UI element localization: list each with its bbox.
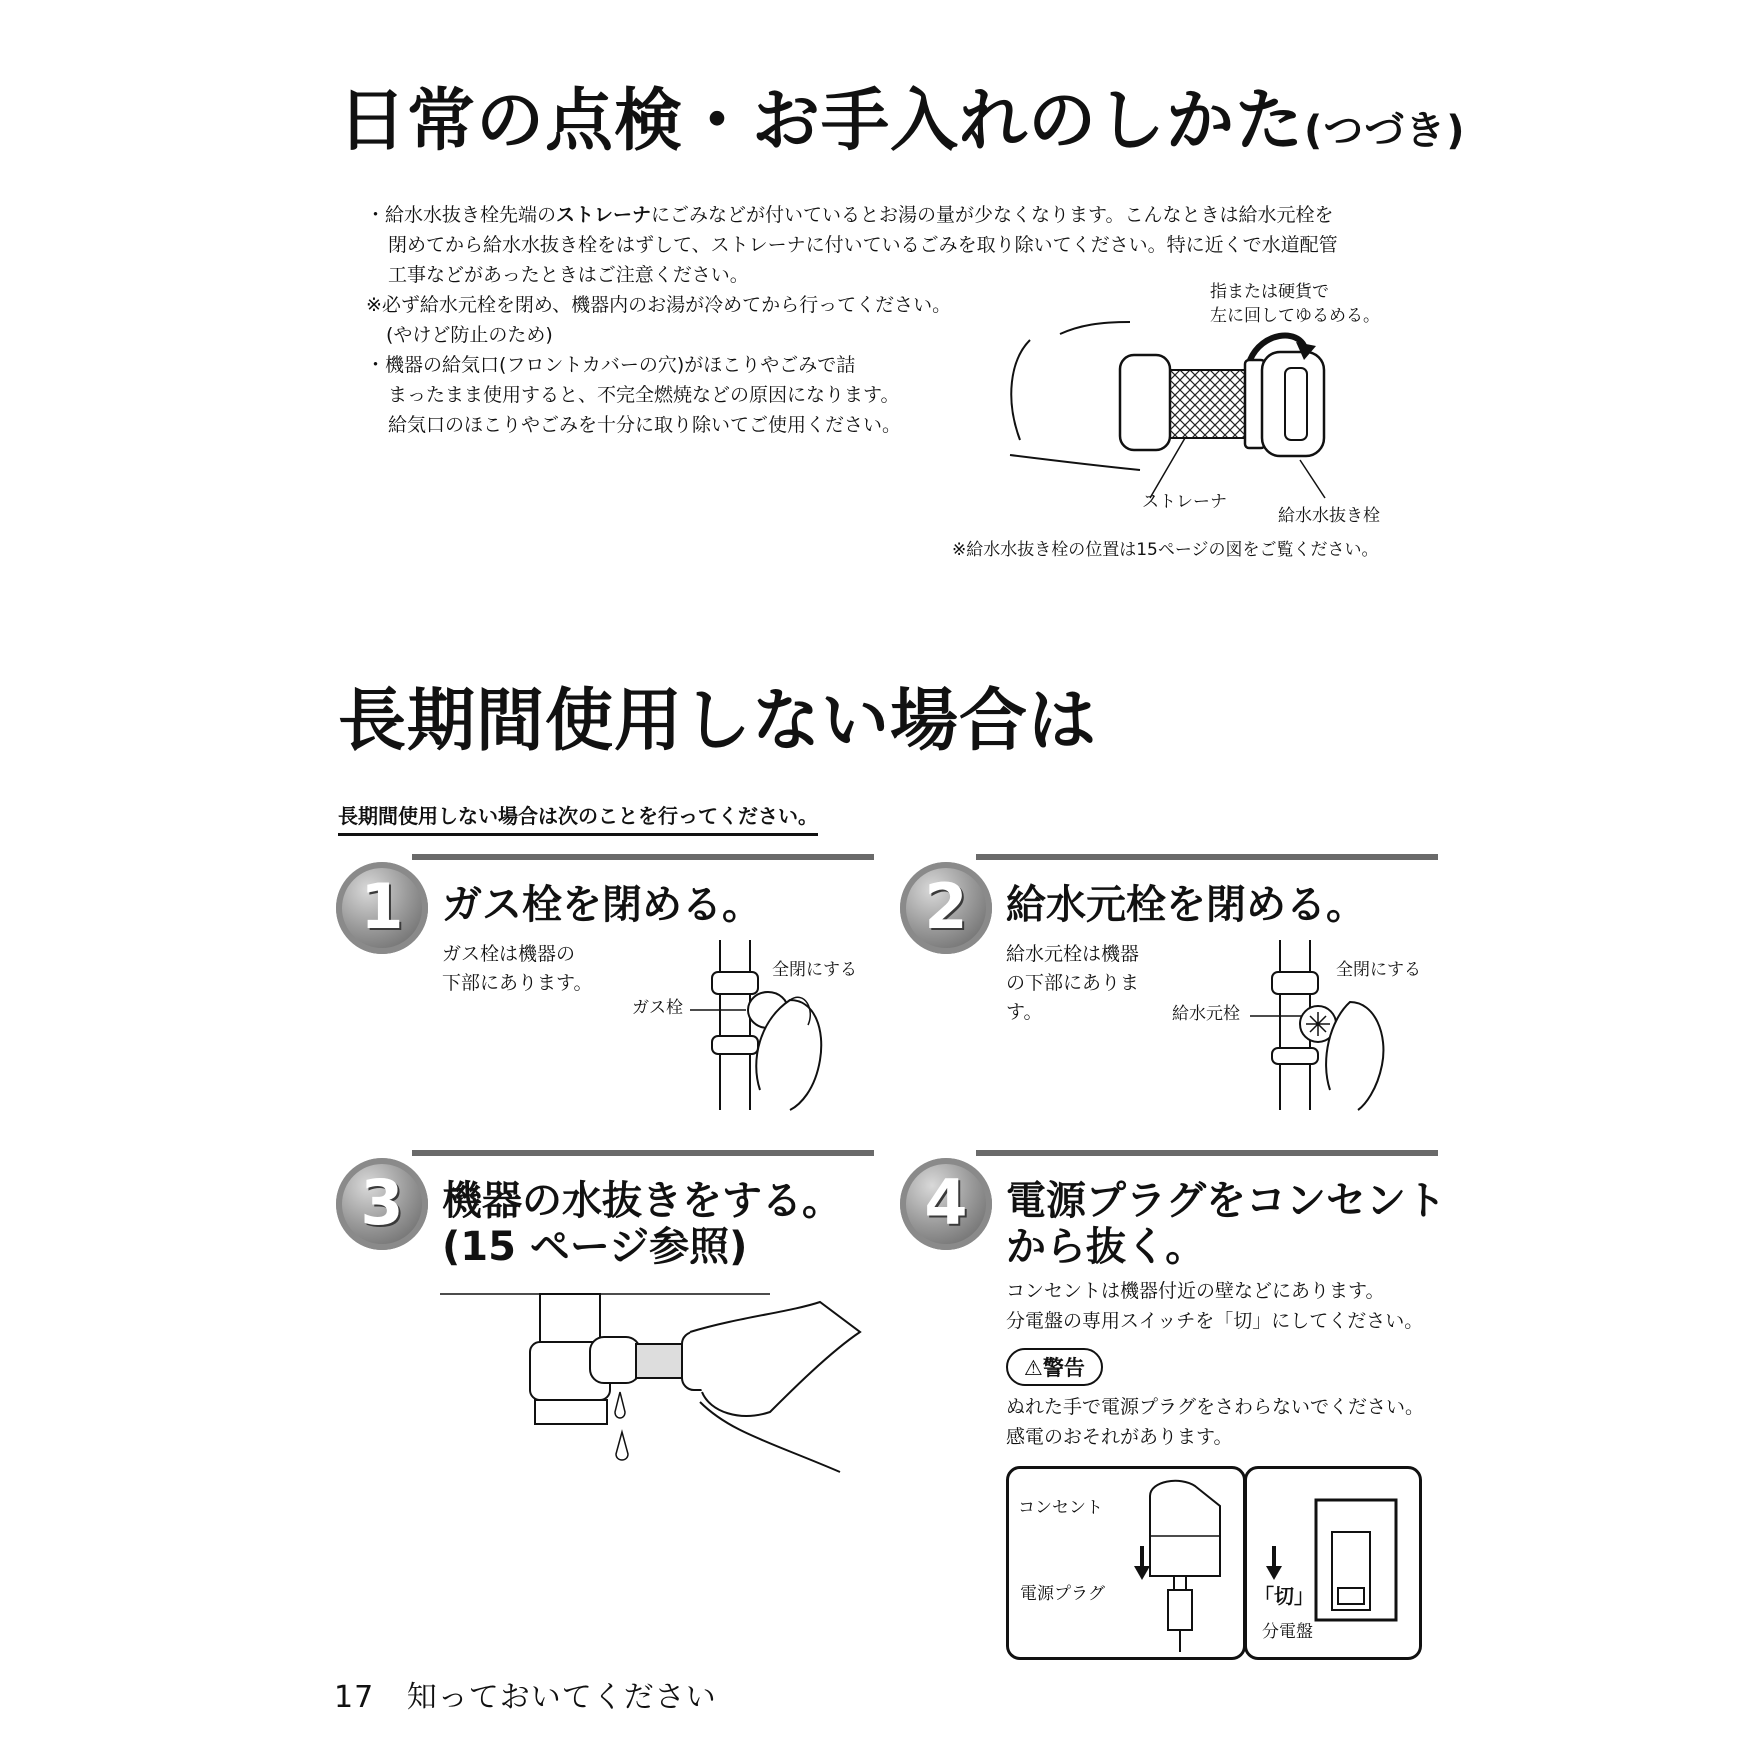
page-title-suffix: (つづき) bbox=[1304, 108, 1466, 154]
step4-title: 電源プラグをコンセント から抜く。 bbox=[1006, 1178, 1446, 1270]
step3-title: 機器の水抜きをする。 (15 ページ参照) bbox=[442, 1178, 842, 1270]
drain-illustration bbox=[440, 1292, 860, 1472]
page-footer bbox=[334, 1672, 717, 1716]
step2-rule bbox=[976, 854, 1438, 860]
step2-description: 給水元栓は機器 の下部にありま す。 bbox=[1006, 943, 1140, 1023]
strainer-term: ストレーナ bbox=[556, 204, 652, 226]
fig-label-outlet: コンセント bbox=[1018, 1498, 1103, 1518]
down-arrow-icon bbox=[1134, 1546, 1150, 1580]
fig-note: ※給水水抜き栓の位置は15ページの図をご覧ください。 bbox=[952, 540, 1379, 560]
page-title bbox=[338, 82, 1466, 161]
step1-leader-line bbox=[690, 1008, 750, 1012]
note-cool-down: ※必ず給水元栓を閉め、機器内のお湯が冷めてから行ってください。 (やけど防止のため) bbox=[366, 294, 952, 346]
bullet-air-intake: ・機器の給気口(フロントカバーの穴)がほこりやごみで詰 まったまま使用すると、不完全燃焼などの原因になります。 給気口のほこりやごみを十分に取り除いてご使用ください。 bbox=[366, 354, 902, 436]
warning-text: ぬれた手で電源プラグをさわらないでください。 感電のおそれがあります。 bbox=[1006, 1396, 1425, 1448]
step4-description: コンセントは機器付近の壁などにあります。 分電盤の専用スイッチを「切」にしてください。 bbox=[1006, 1280, 1424, 1332]
fig-label-panel: 分電盤 bbox=[1262, 1622, 1313, 1642]
step1-label-valve: ガス栓 bbox=[632, 998, 683, 1018]
step1-rule bbox=[412, 854, 874, 860]
step1-description: ガス栓は機器の 下部にあります。 bbox=[442, 943, 593, 994]
breaker-illustration bbox=[1306, 1496, 1406, 1626]
footer-section-name: 知っておいてください bbox=[406, 1680, 717, 1715]
step2-title: 給水元栓を閉める。 bbox=[1006, 882, 1366, 928]
section-title: 長期間使用しない場合は bbox=[338, 682, 1098, 761]
section-subtitle: 長期間使用しない場合は次のことを行ってください。 bbox=[338, 800, 818, 836]
page-number: 17 bbox=[334, 1680, 375, 1715]
fig-label-off: 「切」 bbox=[1254, 1584, 1314, 1608]
bullet-strainer: ・給水水抜き栓先端のストレーナにごみなどが付いているとお湯の量が少なくなります。こんなときは給水元栓を 閉めてから給水水抜き栓をはずして、ストレーナに付いているごみを取り除いてください。特に近くで水道配管 工事などがあったときはご注意ください。 bbox=[366, 204, 1338, 286]
step4-number-badge: 4 bbox=[900, 1158, 992, 1250]
step3-rule bbox=[412, 1150, 874, 1156]
step1-title: ガス栓を閉める。 bbox=[442, 882, 762, 928]
fig-label-strainer: ストレーナ bbox=[1142, 492, 1227, 512]
down-arrow-icon-2 bbox=[1266, 1546, 1282, 1580]
warning-badge bbox=[1006, 1348, 1103, 1386]
step2-leader-line bbox=[1250, 1014, 1310, 1018]
step2-number-badge: 2 bbox=[900, 862, 992, 954]
step2-label-valve: 給水元栓 bbox=[1172, 1004, 1240, 1024]
page-title-main: 日常の点検・お手入れのしかた bbox=[338, 82, 1305, 161]
warning-icon: ⚠ bbox=[1024, 1356, 1043, 1380]
warning-label: 警告 bbox=[1042, 1356, 1085, 1380]
step1-number-badge: 1 bbox=[336, 862, 428, 954]
step2-label-close: 全閉にする bbox=[1336, 960, 1421, 980]
step1-label-close: 全閉にする bbox=[772, 960, 857, 980]
step3-number-badge: 3 bbox=[336, 1158, 428, 1250]
fig-label-drain-plug: 給水水抜き栓 bbox=[1278, 506, 1380, 526]
strainer-illustration bbox=[1000, 320, 1340, 510]
outlet-illustration bbox=[1140, 1476, 1240, 1652]
step4-rule bbox=[976, 1150, 1438, 1156]
fig-label-coin: 指または硬貨で 左に回してゆるめる。 bbox=[1210, 282, 1380, 326]
fig-label-plug: 電源プラグ bbox=[1020, 1584, 1105, 1604]
